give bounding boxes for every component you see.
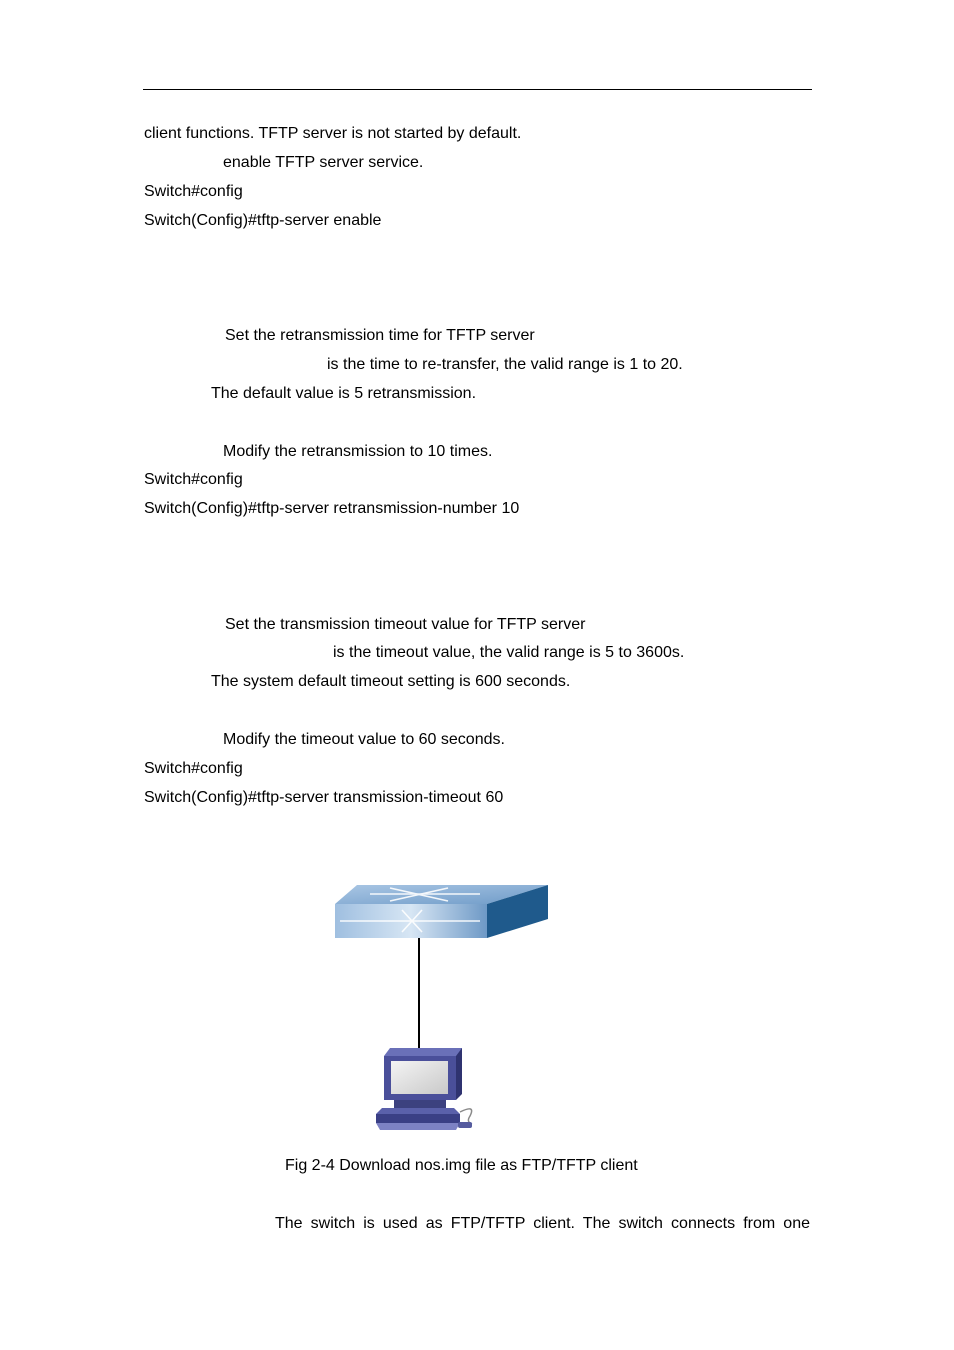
text-line: is the time to re-transfer, the valid range is 1 to 20. (327, 356, 683, 373)
desktop-computer-icon (376, 1048, 472, 1130)
text-line: The system default timeout setting is 600 seconds. (211, 673, 571, 690)
command-line: Switch(Config)#tftp-server retransmission-number 10 (144, 500, 520, 517)
network-switch-icon (335, 885, 548, 938)
network-figure (330, 880, 560, 1140)
text-line: is the timeout value, the valid range is 5 to 3600s. (333, 644, 685, 661)
network-diagram (330, 880, 560, 1140)
command-line: Switch(Config)#tftp-server transmission-timeout 60 (144, 789, 504, 806)
text-line: enable TFTP server service. (223, 154, 424, 171)
command-line: Switch#config (144, 471, 243, 488)
command-line: Switch(Config)#tftp-server enable (144, 212, 382, 229)
paragraph-line: The switch is used as FTP/TFTP client. The switch connects from one (275, 1215, 810, 1232)
text-line: Set the retransmission time for TFTP server (225, 327, 535, 344)
text-line: Set the transmission timeout value for TFTP server (225, 616, 586, 633)
figure-caption: Fig 2-4 Download nos.img file as FTP/TFTP client (285, 1157, 638, 1174)
text-line: client functions. TFTP server is not started by default. (144, 125, 522, 142)
header-rule (143, 89, 812, 90)
text-line: Modify the timeout value to 60 seconds. (223, 731, 505, 748)
text-line: The default value is 5 retransmission. (211, 385, 477, 402)
command-line: Switch#config (144, 183, 243, 200)
text-line: Modify the retransmission to 10 times. (223, 443, 493, 460)
command-line: Switch#config (144, 760, 243, 777)
